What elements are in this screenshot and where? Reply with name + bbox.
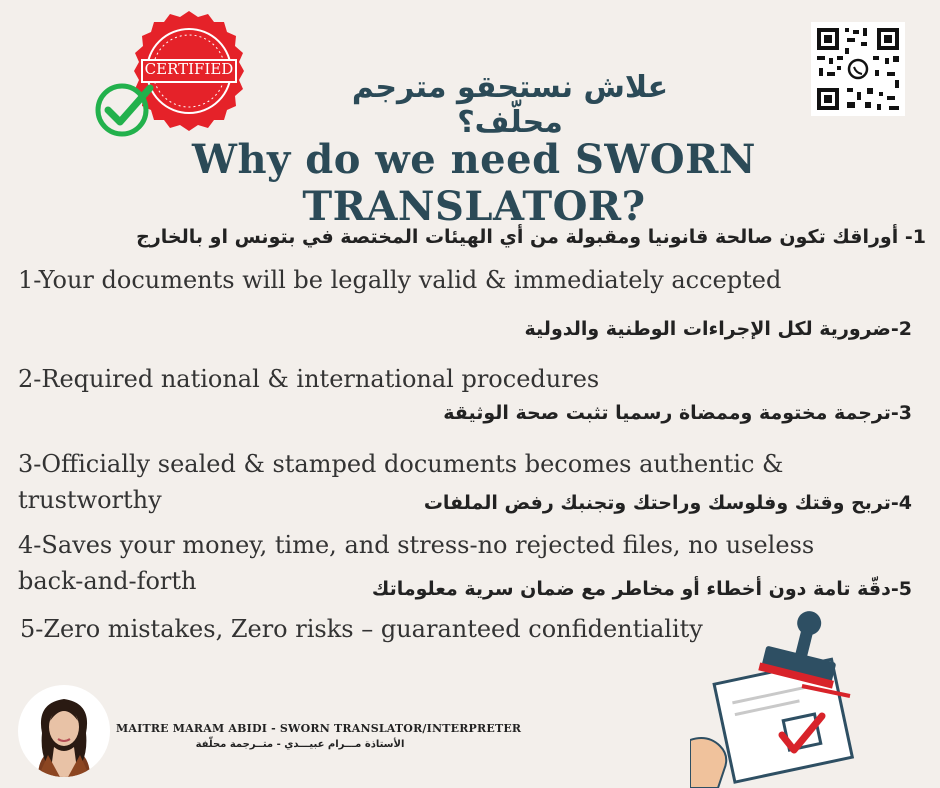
title-arabic: علاش نستحقو مترجم محلّف؟ — [351, 70, 669, 140]
point-4-english: 4-Saves your money, time, and stress-no rejected files, no useless — [18, 531, 815, 559]
stamp-document-icon — [690, 610, 880, 788]
point-5-english: 5-Zero mistakes, Zero risks – guaranteed confidentiality — [20, 615, 703, 643]
point-1-english: 1-Your documents will be legally valid & immediately accepted — [18, 266, 782, 294]
signature-english: MAITRE MARAM ABIDI - SWORN TRANSLATOR/INTERPRETER — [116, 722, 522, 735]
point-2-english: 2-Required national & international procedures — [18, 365, 600, 393]
qr-code-icon[interactable] — [811, 22, 905, 116]
point-5-arabic: 5-دقّة تامة دون أخطاء أو مخاطر مع ضمان سرية معلوماتك — [371, 578, 912, 600]
point-4-english-cont: back-and-forth — [18, 567, 197, 595]
title-english: Why do we need SWORN TRANSLATOR? — [192, 136, 756, 230]
green-check-icon — [92, 78, 160, 138]
point-3-english: 3-Officially sealed & stamped documents becomes authentic & — [18, 450, 784, 478]
point-1-arabic: 1- أوراقك تكون صالحة قانونيا ومقبولة من أي الهيئات المختصة في بتونس او بالخارج — [136, 226, 926, 248]
seal-label: CERTIFIED — [144, 60, 234, 78]
point-3-arabic: 3-ترجمة مختومة وممضاة رسميا تثبت صحة الوثيقة — [443, 402, 912, 424]
point-3-english-cont: trustworthy — [18, 486, 162, 514]
signature-arabic: الأستاذة مـــرام عبيـــدي - متــرجمة محلّفة — [195, 739, 405, 750]
point-2-arabic: 2-ضرورية لكل الإجراءات الوطنية والدولية — [524, 318, 912, 340]
translator-avatar — [18, 685, 110, 777]
point-4-arabic: 4-تربح وقتك وفلوسك وراحتك وتجنبك رفض الملفات — [423, 492, 912, 514]
